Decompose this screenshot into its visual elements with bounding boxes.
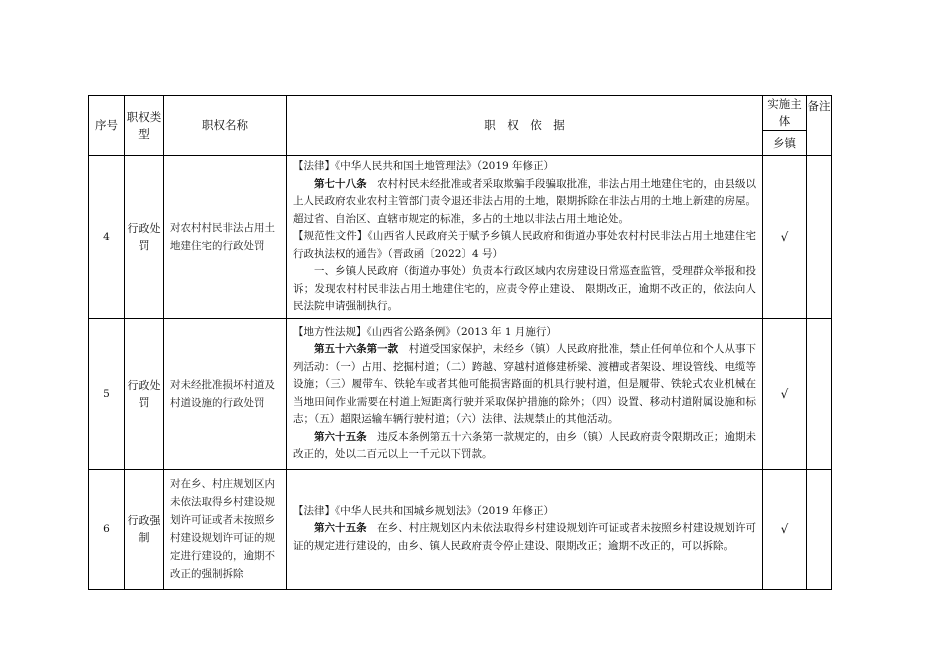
article-text: 在乡、村庄规划区内未依法取得乡村建设规划许可证或者未按照乡村建设规划许可证的规定进行建设的，由乡、镇人民政府责令停止建设、限期改正；逾期不改正的，可以拆除。 [293, 522, 757, 552]
basis-source: 【地方性法规】《山西省公路条例》（2013 年 1 月施行） [293, 325, 557, 338]
check-mark: √ [763, 469, 807, 589]
header-seq: 序号 [89, 96, 125, 156]
header-remark: 备注 [807, 96, 832, 156]
row-seq: 5 [89, 318, 125, 469]
basis-source: 【规范性文件】《山西省人民政府关于赋予乡镇人民政府和街道办事处农村村民非法占用土地建住宅行政执法权的通告》（晋政函〔2022〕4 号） [293, 230, 756, 260]
header-row [89, 96, 832, 131]
table-row [89, 469, 832, 589]
article-text: 村道受国家保护，未经乡（镇）人民政府批准，禁止任何单位和个人从事下列活动：（一）占用、挖掘村道；（二）跨越、穿越村道修建桥梁、渡槽或者架设、埋设管线、电缆等设施；（三）履带车、铁轮车或者其他可能损害路面的机具行驶村道，但是履带、铁轮式农业机械在当地田间作业需要在村道上短距离行驶并采取保护措施的除外；（四）设置、移动村道附属设施和标志；（五）超限运输车辆行驶村道；（六）法律、法规禁止的其他活动。 [293, 343, 757, 425]
article-number: 第六十五条 [314, 430, 367, 443]
header-subject: 实施主体 [763, 96, 807, 131]
header-name: 职权名称 [164, 96, 287, 156]
row-remark [807, 156, 832, 319]
row-name: 对在乡、村庄规划区内未依法取得乡村建设规划许可证或者未按照乡村建设规划许可证的规定进行建设的，逾期不改正的强制拆除 [164, 469, 287, 589]
basis-article [293, 176, 756, 229]
article-text: 农村村民未经批准或者采取欺骗手段骗取批准，非法占用土地建住宅的，由县级以上人民政府农业农村主管部门责令退还非法占用的土地，限期拆除在非法占用的土地上新建的房屋。超过省、自治区、直辖市规定的标准，多占的土地以非法占用土地论处。 [293, 177, 757, 225]
basis-article [293, 429, 756, 464]
row-remark [807, 318, 832, 469]
row-seq: 6 [89, 469, 125, 589]
row-type: 行政处罚 [125, 156, 164, 319]
row-seq: 4 [89, 156, 125, 319]
check-mark: √ [763, 318, 807, 469]
article-number: 第六十五条 [314, 522, 367, 535]
check-mark: √ [763, 156, 807, 319]
row-basis [287, 156, 763, 319]
table-row [89, 318, 832, 469]
table-row [89, 156, 832, 319]
row-basis [287, 318, 763, 469]
row-remark [807, 469, 832, 589]
powers-table [88, 95, 832, 590]
article-number: 第五十六条第一款 [314, 343, 399, 355]
row-name: 对农村村民非法占用土地建住宅的行政处罚 [164, 156, 287, 319]
article-number: 第七十八条 [314, 177, 367, 190]
basis-source: 【法律】《中华人民共和国城乡规划法》（2019 年修正） [293, 504, 555, 517]
row-name: 对未经批准损坏村道及村道设施的行政处罚 [164, 318, 287, 469]
basis-article [293, 341, 756, 429]
header-town: 乡镇 [763, 131, 807, 156]
row-type: 行政强制 [125, 469, 164, 589]
header-basis: 职 权 依 据 [287, 96, 763, 156]
basis-source: 【法律】《中华人民共和国土地管理法》（2019 年修正） [293, 160, 555, 172]
article-text: 违反本条例第五十六条第一款规定的，由乡（镇）人民政府责令限期改正；逾期未改正的，处以二百元以上一千元以下罚款。 [293, 430, 757, 460]
basis-article-text: 一、乡镇人民政府（街道办事处）负责本行政区域内农房建设日常巡查监管，受理群众举报和投诉；发现农村村民非法占用土地建住宅的，应责令停止建设、 限期改正，逾期不改正的，依法向人民法院申请强制执行。 [293, 265, 756, 312]
header-type: 职权类型 [125, 96, 164, 156]
basis-article [293, 520, 756, 555]
row-type: 行政处罚 [125, 318, 164, 469]
row-basis [287, 469, 763, 589]
